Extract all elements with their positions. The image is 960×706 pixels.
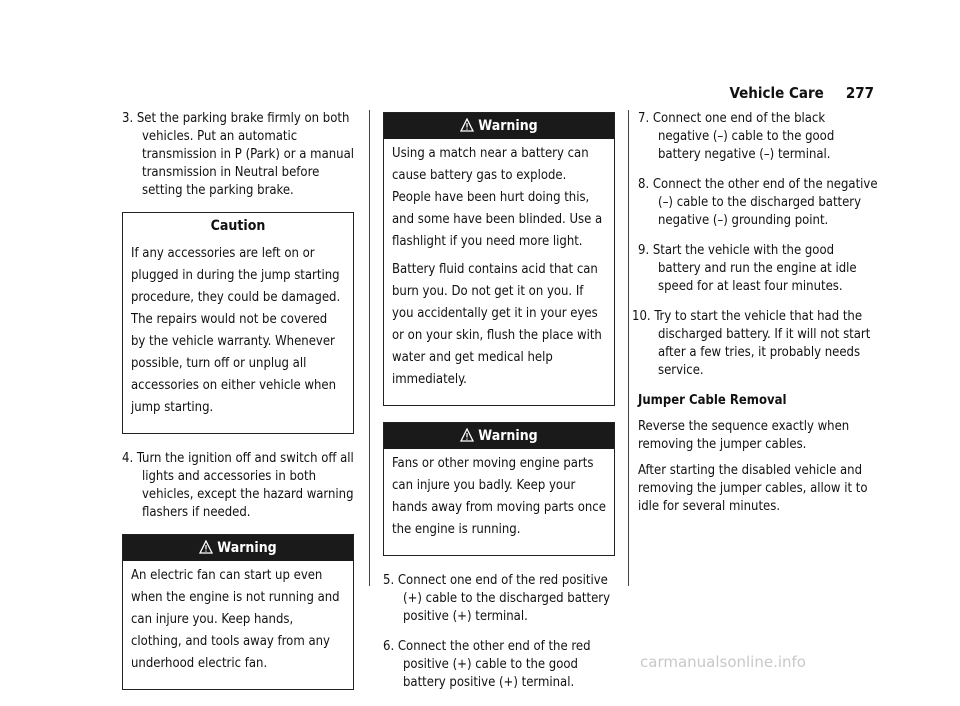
column-divider [628, 110, 629, 586]
warning-box-electric-fan [122, 534, 354, 690]
warning-title: Warning [217, 540, 277, 556]
page-number: 277 [845, 84, 874, 102]
caution-box [122, 212, 354, 434]
warning-text: An electric fan can start up even when the engine is not running and can injure you. Keep hands, clothing, and tools away from any underhood electric fan. [131, 568, 340, 671]
page-header [730, 84, 874, 102]
warning-title: Warning [478, 118, 538, 134]
paragraph: After starting the disabled vehicle and removing the jumper cables, allow it to idle for several minutes. [638, 463, 868, 514]
step-10: 10. Try to start the vehicle that had the discharged battery. If it will not start after a few tries, it probably needs service. [632, 309, 871, 378]
warning-title: Warning [478, 428, 538, 444]
step-3: 3. Set the parking brake firmly on both vehicles. Put an automatic transmission in P (Park) or a manual transmission in Neutral before setting the parking brake. [122, 111, 354, 198]
warning-triangle-icon [460, 118, 474, 132]
step-7: 7. Connect one end of the black negative (–) cable to the good battery negative (–) terminal. [638, 111, 835, 162]
warning-box-battery-gas [383, 112, 615, 406]
section-title: Vehicle Care [729, 84, 824, 102]
warning-text: Fans or other moving engine parts can injure you badly. Keep your hands away from moving parts once the engine is running. [392, 456, 606, 537]
column-3 [632, 110, 878, 524]
warning-text: Using a match near a battery can cause battery gas to explode. People have been hurt doing this, and some have been blinded. Use a flashlight if you need more light. Battery fluid contains acid that can burn you. Do not get it on you. If you accidentally get it in your eyes or on your skin, flush the place with water and get medical help immediately. [392, 146, 603, 387]
section-subheading: Jumper Cable Removal [638, 393, 787, 408]
step-9: 9. Start the vehicle with the good battery and run the engine at idle speed for at least four minutes. [638, 243, 857, 294]
step-6: 6. Connect the other end of the red positive (+) cable to the good battery positive (+) terminal. [383, 639, 591, 690]
warning-box-moving-parts [383, 422, 615, 556]
column-1 [122, 110, 354, 706]
warning-triangle-icon [199, 540, 213, 554]
step-4: 4. Turn the ignition off and switch off all lights and accessories in both vehicles, except the hazard warning flashers if needed. [122, 451, 354, 520]
caution-text: If any accessories are left on or plugged in during the jump starting procedure, they could be damaged. The repairs would not be covered by the vehicle warranty. Whenever possible, turn off or unplug all accessories on either vehicle when jump starting. [131, 246, 341, 415]
step-5: 5. Connect one end of the red positive (+) cable to the discharged battery positive (+) terminal. [383, 573, 610, 624]
column-2 [383, 110, 615, 704]
column-divider [369, 110, 370, 586]
step-8: 8. Connect the other end of the negative (–) cable to the discharged battery negative (–) grounding point. [638, 177, 878, 228]
watermark: carmanualsonline.info [640, 653, 806, 671]
caution-title: Caution [210, 218, 266, 234]
warning-triangle-icon [460, 428, 474, 442]
paragraph: Reverse the sequence exactly when removing the jumper cables. [638, 419, 850, 452]
